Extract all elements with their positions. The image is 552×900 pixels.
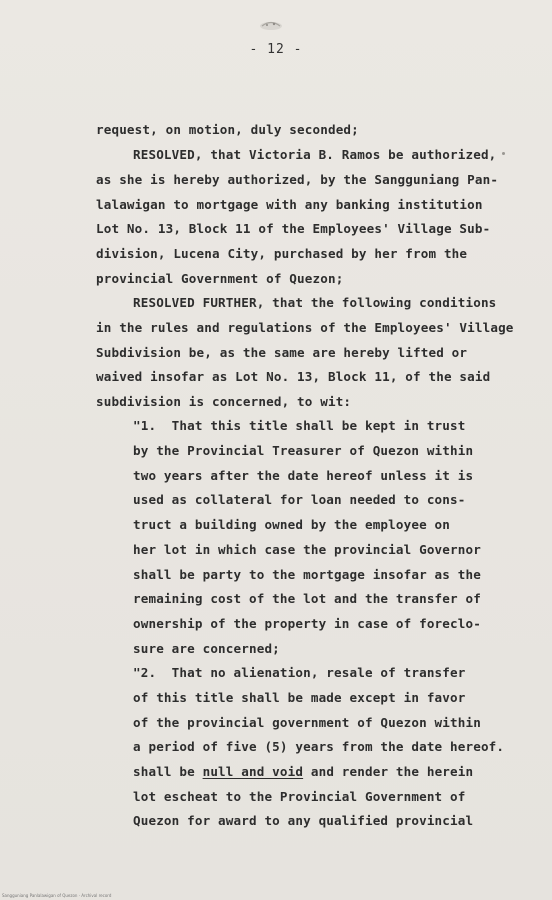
text-line: Quezon for award to any qualified provincial (133, 813, 474, 828)
text-line: division, Lucena City, purchased by her from the (96, 246, 468, 261)
page-number: - 12 - (249, 42, 303, 57)
text-run: shall be (133, 764, 203, 779)
text-line: used as collateral for loan needed to cons- (133, 492, 466, 507)
text-line: request, on motion, duly seconded; (96, 122, 359, 137)
text-line: provincial Government of Quezon; (96, 271, 344, 286)
text-line: ownership of the property in case of foreclo- (133, 616, 481, 631)
text-line: RESOLVED, that Victoria B. Ramos be authorized, (133, 147, 497, 162)
text-line: lalawigan to mortgage with any banking institution (96, 197, 483, 212)
text-line: a period of five (5) years from the date hereof. (133, 739, 505, 754)
text-line: by the Provincial Treasurer of Quezon within (133, 443, 474, 458)
text-line (133, 764, 473, 780)
text-line: lot escheat to the Provincial Government of (133, 789, 466, 804)
condition-1-heading: "1. That this title shall be kept in trust (133, 418, 466, 433)
text-line: her lot in which case the provincial Governor (133, 542, 481, 557)
text-line: remaining cost of the lot and the transfer of (133, 591, 481, 606)
text-line: sure are concerned; (133, 641, 280, 656)
punch-hole-mark (256, 18, 286, 32)
text-line: of the provincial government of Quezon within (133, 715, 481, 730)
text-line: as she is hereby authorized, by the Sangguniang Pan- (96, 172, 499, 187)
text-line: waived insofar as Lot No. 13, Block 11, of the said (96, 369, 491, 384)
text-line: shall be party to the mortgage insofar as the (133, 567, 481, 582)
text-line: in the rules and regulations of the Employees' Village (96, 320, 514, 335)
paper-speck (502, 152, 505, 155)
text-line: of this title shall be made except in favor (133, 690, 466, 705)
text-line: truct a building owned by the employee on (133, 517, 451, 532)
archive-footer-stamp: Sangguniang Panlalawigan of Quezon · Archival record (2, 893, 112, 898)
condition-2-heading: "2. That no alienation, resale of transfer (133, 665, 466, 680)
text-line: subdivision is concerned, to wit: (96, 394, 352, 409)
text-run: and render the herein (303, 764, 474, 779)
text-line: RESOLVED FURTHER, that the following conditions (133, 295, 497, 310)
text-line: Lot No. 13, Block 11 of the Employees' Village Sub- (96, 221, 491, 236)
underlined-phrase: null and void (202, 764, 304, 779)
text-line: two years after the date hereof unless it is (133, 468, 474, 483)
text-line: Subdivision be, as the same are hereby lifted or (96, 345, 468, 360)
